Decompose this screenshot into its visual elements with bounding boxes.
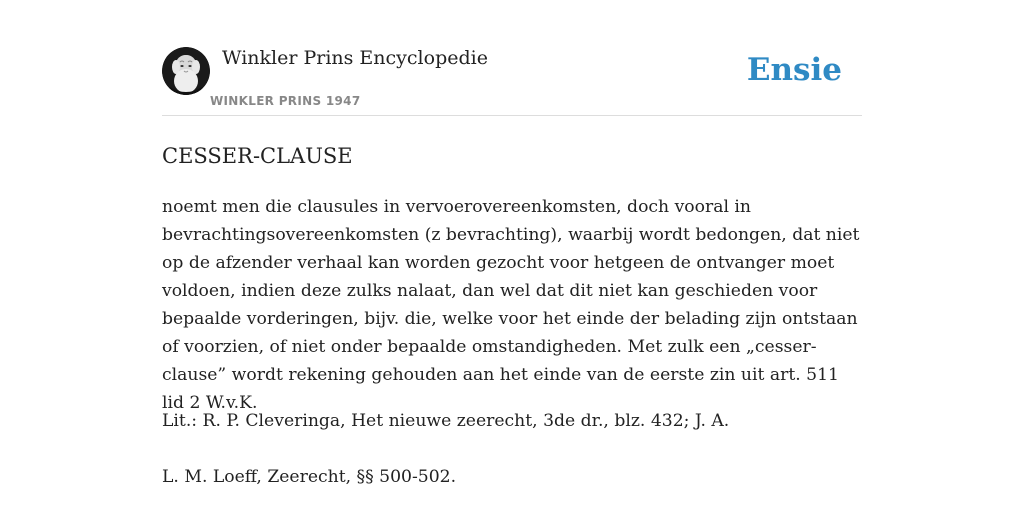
literature-line: L. M. Loeff, Zeerecht, §§ 500-502. — [162, 467, 457, 487]
bearded-man-portrait-icon — [162, 47, 210, 95]
ensie-logo-link[interactable]: Ensie — [746, 52, 842, 88]
source-title[interactable]: Winkler Prins Encyclopedie — [222, 47, 488, 69]
source-header — [162, 44, 862, 116]
source-subtitle: WINKLER PRINS 1947 — [210, 94, 361, 108]
literature-line: Lit.: R. P. Cleveringa, Het nieuwe zeerecht, 3de dr., blz. 432; J. A. — [162, 411, 730, 431]
avatar[interactable] — [162, 47, 210, 95]
entry-body: noemt men die clausules in vervoerovereenkomsten, doch vooral in bevrachtingsovereenkomsten (z bevrachting), waarbij wordt bedongen, dat niet op de afzender verhaal kan worden gezocht voor hetgeen de ontvanger moet voldoen, indien deze zulks nalaat, dan wel dat dit niet kan geschieden voor bepaalde vorderingen, bijv. die, welke voor het einde der belading zijn ontstaan of voorzien, of niet onder bepaalde omstandigheden. Met zulk een „cesser-clause” wordt rekening gehouden aan het einde van de eerste zin uit art. 511 lid 2 W.v.K. — [162, 197, 860, 413]
entry-title: CESSER-CLAUSE — [162, 144, 353, 168]
